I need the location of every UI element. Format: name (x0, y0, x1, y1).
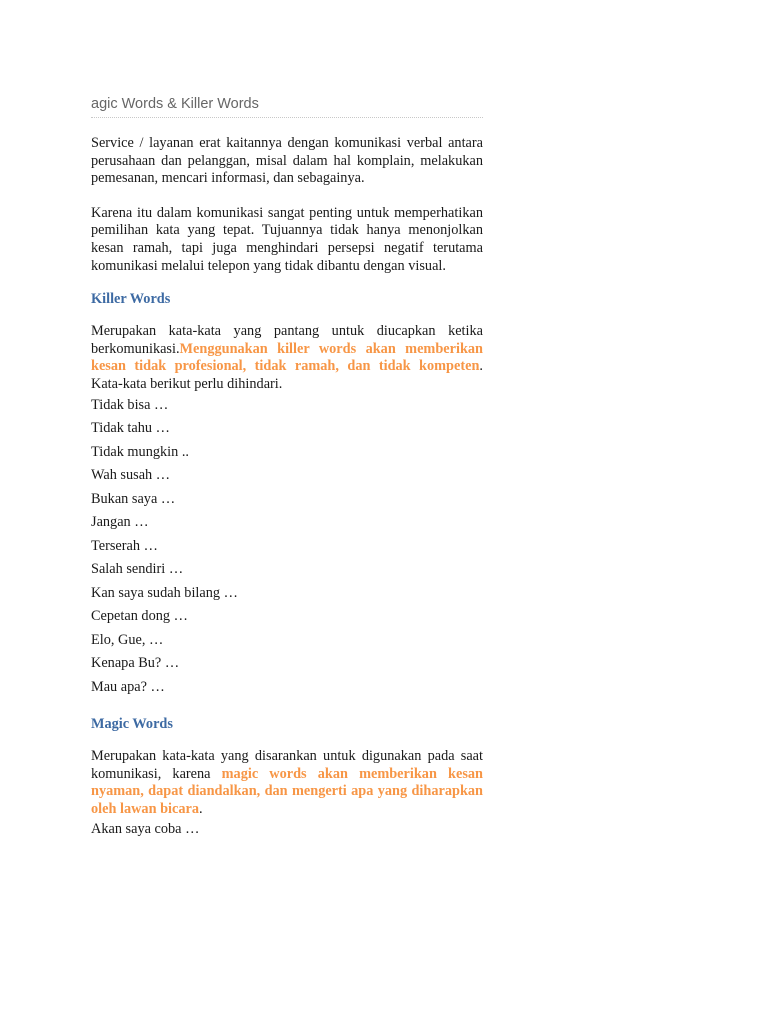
killer-words-heading: Killer Words (91, 291, 171, 308)
killer-words-description (91, 323, 483, 393)
list-item: Kenapa Bu? … (91, 655, 180, 672)
reason-paragraph: Karena itu dalam komunikasi sangat penting untuk memperhatikan pemilihan kata yang tepat. Tujuannya tidak hanya menonjolkan kesan ramah, tapi juga menghindari persepsi negatif terutama komunikasi melalui telepon yang tidak dibantu dengan visual. (91, 204, 483, 274)
magic-desc-start: Merupakan kata-kata yang disarankan untuk digunakan pada saat komunikasi, karena (91, 748, 483, 782)
list-item: Jangan … (91, 514, 149, 531)
list-item: Wah susah … (91, 467, 171, 484)
list-item: Akan saya coba … (91, 821, 200, 838)
killer-desc-end: . Kata-kata berikut perlu dihindari. (91, 358, 483, 392)
intro-paragraph: Service / layanan erat kaitannya dengan komunikasi verbal antara perusahaan dan pelanggan, misal dalam hal komplain, melakukan pemesanan, mencari informasi, dan sebagainya. (91, 135, 483, 187)
list-item: Terserah … (91, 537, 158, 554)
magic-words-description (91, 748, 483, 818)
magic-words-heading: Magic Words (91, 716, 173, 733)
document-content (91, 95, 483, 842)
title-divider (91, 117, 483, 118)
list-item: Salah sendiri … (91, 561, 184, 578)
list-item: Bukan saya … (91, 490, 176, 507)
killer-desc-highlight: Menggunakan killer words akan memberikan kesan tidak profesional, tidak ramah, dan tidak kompeten (91, 340, 483, 375)
list-item: Tidak bisa … (91, 396, 169, 413)
magic-desc-end: . (199, 800, 203, 817)
list-item: Tidak mungkin .. (91, 443, 189, 460)
document-title: agic Words & Killer Words (91, 96, 259, 112)
list-item: Tidak tahu … (91, 420, 170, 437)
killer-desc-start: Merupakan kata-kata yang pantang untuk diucapkan ketika berkomunikasi. (91, 323, 483, 357)
magic-words-list (91, 818, 483, 842)
killer-words-list (91, 394, 483, 700)
magic-desc-highlight: magic words akan memberikan kesan nyaman, dapat diandalkan, dan mengerti apa yang diharapkan oleh lawan bicara (91, 765, 483, 817)
list-item: Elo, Gue, … (91, 631, 164, 648)
list-item: Cepetan dong … (91, 608, 188, 625)
list-item: Kan saya sudah bilang … (91, 584, 238, 601)
list-item: Mau apa? … (91, 678, 165, 695)
